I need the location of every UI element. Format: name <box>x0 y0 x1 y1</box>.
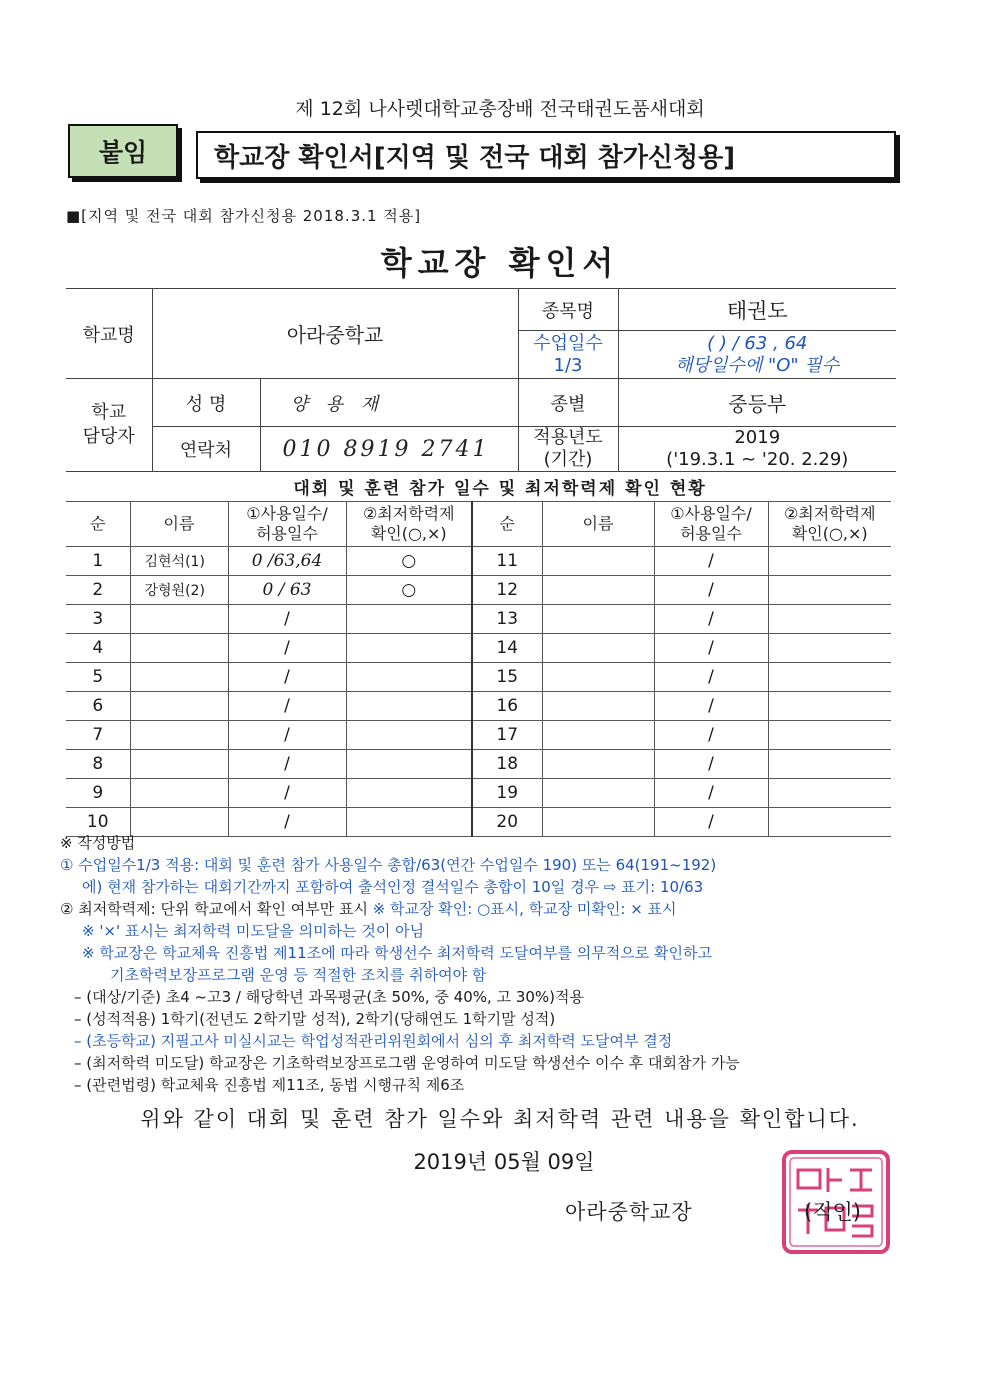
row-min-2 <box>768 576 891 605</box>
row-days: / <box>228 721 346 750</box>
row-days: / <box>228 808 346 837</box>
row-days-2: / <box>654 779 768 808</box>
row-days: 0 /63,64 <box>228 547 346 576</box>
row-min-2 <box>768 692 891 721</box>
row-days-2: / <box>654 721 768 750</box>
row-no-2: 14 <box>472 634 542 663</box>
attachment-badge: 붙임 <box>68 124 178 178</box>
row-days: / <box>228 779 346 808</box>
row-no-2: 20 <box>472 808 542 837</box>
row-no-2: 19 <box>472 779 542 808</box>
event-label: 종목명 <box>518 289 618 331</box>
handwritten-phone: 010 8919 2741 <box>260 427 518 472</box>
row-no: 5 <box>66 663 130 692</box>
row-name <box>130 721 228 750</box>
row-days-2: / <box>654 663 768 692</box>
row-no: 3 <box>66 605 130 634</box>
col-days-header <box>228 502 346 547</box>
row-days: / <box>228 634 346 663</box>
row-min-2 <box>768 634 891 663</box>
col-name-header-2: 이름 <box>542 502 654 547</box>
method-item-2d: ※ 학교장은 학교체육 진흥법 제11조에 따라 학생선수 최저학력 도달여부를 의무적으로 확인하고 <box>82 944 712 962</box>
issue-date: 2019년 05월 09일 <box>413 1150 595 1174</box>
document-title: 학교장 확인서 <box>380 244 620 282</box>
rule-1: – (대상/기준) 초4 ~고3 / 해당학년 과목평균(초 50%, 중 40%, 고 30%)적용 <box>74 988 584 1006</box>
year-period: ('19.3.1 ~ '20. 2.29) <box>666 449 849 470</box>
row-no: 9 <box>66 779 130 808</box>
col-min-header-right <box>768 502 891 547</box>
participation-table <box>66 501 891 837</box>
principal-title: 아라중학교장 <box>565 1200 693 1224</box>
row-min: ○ <box>346 576 472 605</box>
row-days-2: / <box>654 808 768 837</box>
row-days: / <box>228 663 346 692</box>
status-heading: 대회 및 훈련 참가 일수 및 최저학력제 확인 현황 <box>293 479 707 499</box>
event-title: 제 12회 나사렛대학교총장배 전국태권도품새대회 <box>295 98 705 120</box>
row-name-2 <box>542 663 654 692</box>
method-item-1b: 에) 현재 참가하는 대회기간까지 포함하여 출석인정 결석일수 총합이 10일 경우 ⇨ 표기: 10/63 <box>82 878 704 896</box>
row-days: / <box>228 692 346 721</box>
applied-note: ■[지역 및 전국 대회 참가신청용 2018.3.1 적용] <box>66 207 422 225</box>
row-no-2: 15 <box>472 663 542 692</box>
col-min-header-2: 확인(○,×) <box>370 524 447 543</box>
rule-5: – (관련법령) 학교체육 진흥법 제11조, 동법 시행규칙 제6조 <box>74 1076 465 1094</box>
table-row <box>66 750 891 779</box>
category-value: 중등부 <box>618 379 896 427</box>
row-min <box>346 750 472 779</box>
class-days-label-text: 수업일수 <box>533 332 603 354</box>
col-no-header: 순 <box>66 502 130 547</box>
row-no: 8 <box>66 750 130 779</box>
contact-label-1: 학교 <box>91 402 127 423</box>
confirmation-statement: 위와 같이 대회 및 훈련 참가 일수와 최저학력 관련 내용을 확인합니다. <box>140 1107 860 1131</box>
row-name-2 <box>542 547 654 576</box>
table-row <box>66 779 891 808</box>
school-info-table <box>66 288 896 472</box>
row-name-2 <box>542 721 654 750</box>
class-days-value <box>618 331 896 379</box>
event-value: 태권도 <box>618 289 896 331</box>
rule-4: – (최저학력 미도달) 학교장은 기초학력보장프로그램 운영하여 미도달 학생선수 이수 후 대회참가 가능 <box>74 1054 740 1072</box>
form-header-title: 학교장 확인서[지역 및 전국 대회 참가신청용] <box>196 131 896 179</box>
rule-2: – (성적적용) 1학기(전년도 2학기말 성적), 2학기(당해연도 1학기말 성적) <box>74 1010 556 1028</box>
method-item-2e: 기초학력보장프로그램 운영 등 적절한 조치를 취하여야 함 <box>110 966 487 984</box>
row-min-2 <box>768 721 891 750</box>
table-row <box>66 663 891 692</box>
year-label-sub: (기간) <box>543 449 593 470</box>
table-row <box>66 605 891 634</box>
row-min-2 <box>768 779 891 808</box>
writing-methods <box>60 832 900 1096</box>
row-name <box>130 750 228 779</box>
row-no-2: 17 <box>472 721 542 750</box>
row-days-2: / <box>654 605 768 634</box>
school-name-label: 학교명 <box>66 289 152 379</box>
contact-person-label <box>66 379 152 472</box>
table-row <box>66 692 891 721</box>
row-name: 김현석(1) <box>130 547 228 576</box>
row-days-2: / <box>654 634 768 663</box>
row-name <box>130 634 228 663</box>
method-item-2a: ② 최저학력제: 단위 학교에서 확인 여부만 표시 <box>60 900 373 918</box>
class-days-blank: ( ) / 63 , 64 <box>707 332 808 354</box>
row-days-2: / <box>654 547 768 576</box>
row-name <box>130 663 228 692</box>
rule-3: – (초등학교) 지필고사 미실시교는 학업성적관리위원회에서 심의 후 최저학력 도달여부 결정 <box>74 1032 673 1050</box>
row-name-2 <box>542 576 654 605</box>
row-days: 0 / 63 <box>228 576 346 605</box>
row-min-2 <box>768 750 891 779</box>
col-days-header-2: 허용일수 <box>256 524 318 543</box>
row-days-2: / <box>654 750 768 779</box>
row-min-2 <box>768 547 891 576</box>
row-no: 6 <box>66 692 130 721</box>
row-name-2 <box>542 634 654 663</box>
handwritten-name: 양 용 재 <box>260 379 518 427</box>
row-no: 1 <box>66 547 130 576</box>
col-days-header-right <box>654 502 768 547</box>
row-min <box>346 634 472 663</box>
row-no-2: 11 <box>472 547 542 576</box>
table-row <box>66 547 891 576</box>
row-no-2: 16 <box>472 692 542 721</box>
class-days-ratio: 1/3 <box>553 354 583 376</box>
col-min-header-right-1: ②최저학력제 <box>783 504 876 523</box>
col-days-header-right-2: 허용일수 <box>680 524 742 543</box>
row-no-2: 18 <box>472 750 542 779</box>
row-name-2 <box>542 692 654 721</box>
table-header-row <box>66 502 891 547</box>
row-min <box>346 692 472 721</box>
row-min: ○ <box>346 547 472 576</box>
name-label: 성 명 <box>152 379 260 427</box>
contact-label-2: 담당자 <box>82 426 135 447</box>
row-name-2 <box>542 779 654 808</box>
phone-label: 연락처 <box>152 427 260 472</box>
row-name <box>130 692 228 721</box>
row-min <box>346 605 472 634</box>
table-row <box>66 721 891 750</box>
row-min-2 <box>768 605 891 634</box>
row-no: 2 <box>66 576 130 605</box>
year-value-text: 2019 <box>734 427 781 448</box>
row-days: / <box>228 750 346 779</box>
class-days-note: 해당일수에 "O" 필수 <box>675 354 840 376</box>
row-min-2 <box>768 663 891 692</box>
col-no-header-2: 순 <box>472 502 542 547</box>
col-min-header-right-2: 확인(○,×) <box>791 524 868 543</box>
methods-heading: ※ 작성방법 <box>60 834 136 852</box>
row-days: / <box>228 605 346 634</box>
row-days-2: / <box>654 692 768 721</box>
method-item-2c: ※ '×' 표시는 최저학력 미도달을 의미하는 것이 아님 <box>82 922 425 940</box>
row-min <box>346 779 472 808</box>
col-name-header: 이름 <box>130 502 228 547</box>
row-name-2 <box>542 605 654 634</box>
table-row <box>66 634 891 663</box>
method-item-2 <box>60 898 900 920</box>
method-item-2b: ※ 학교장 확인: ○표시, 학교장 미확인: × 표시 <box>372 900 677 918</box>
col-min-header-1: ②최저학력제 <box>362 504 455 523</box>
category-label: 종별 <box>518 379 618 427</box>
row-no-2: 12 <box>472 576 542 605</box>
table-row <box>66 576 891 605</box>
row-no: 10 <box>66 808 130 837</box>
school-name-value: 아라중학교 <box>152 289 518 379</box>
year-label-text: 적용년도 <box>533 427 603 448</box>
row-no: 7 <box>66 721 130 750</box>
row-no-2: 13 <box>472 605 542 634</box>
col-days-header-1: ①사용일수/ <box>246 504 328 523</box>
row-name-2 <box>542 750 654 779</box>
row-name <box>130 779 228 808</box>
seal-label: (직인) <box>804 1200 861 1224</box>
row-name: 강형원(2) <box>130 576 228 605</box>
row-min <box>346 721 472 750</box>
method-item-1a: ① 수업일수1/3 적용: 대회 및 훈련 참가 사용일수 총합/63(연간 수업일수 190) 또는 64(191~192) <box>60 856 717 874</box>
row-name <box>130 605 228 634</box>
col-min-header <box>346 502 472 547</box>
year-value <box>618 427 896 472</box>
row-no: 4 <box>66 634 130 663</box>
year-label <box>518 427 618 472</box>
col-days-header-right-1: ①사용일수/ <box>670 504 752 523</box>
row-min <box>346 663 472 692</box>
row-days-2: / <box>654 576 768 605</box>
class-days-label <box>518 331 618 379</box>
